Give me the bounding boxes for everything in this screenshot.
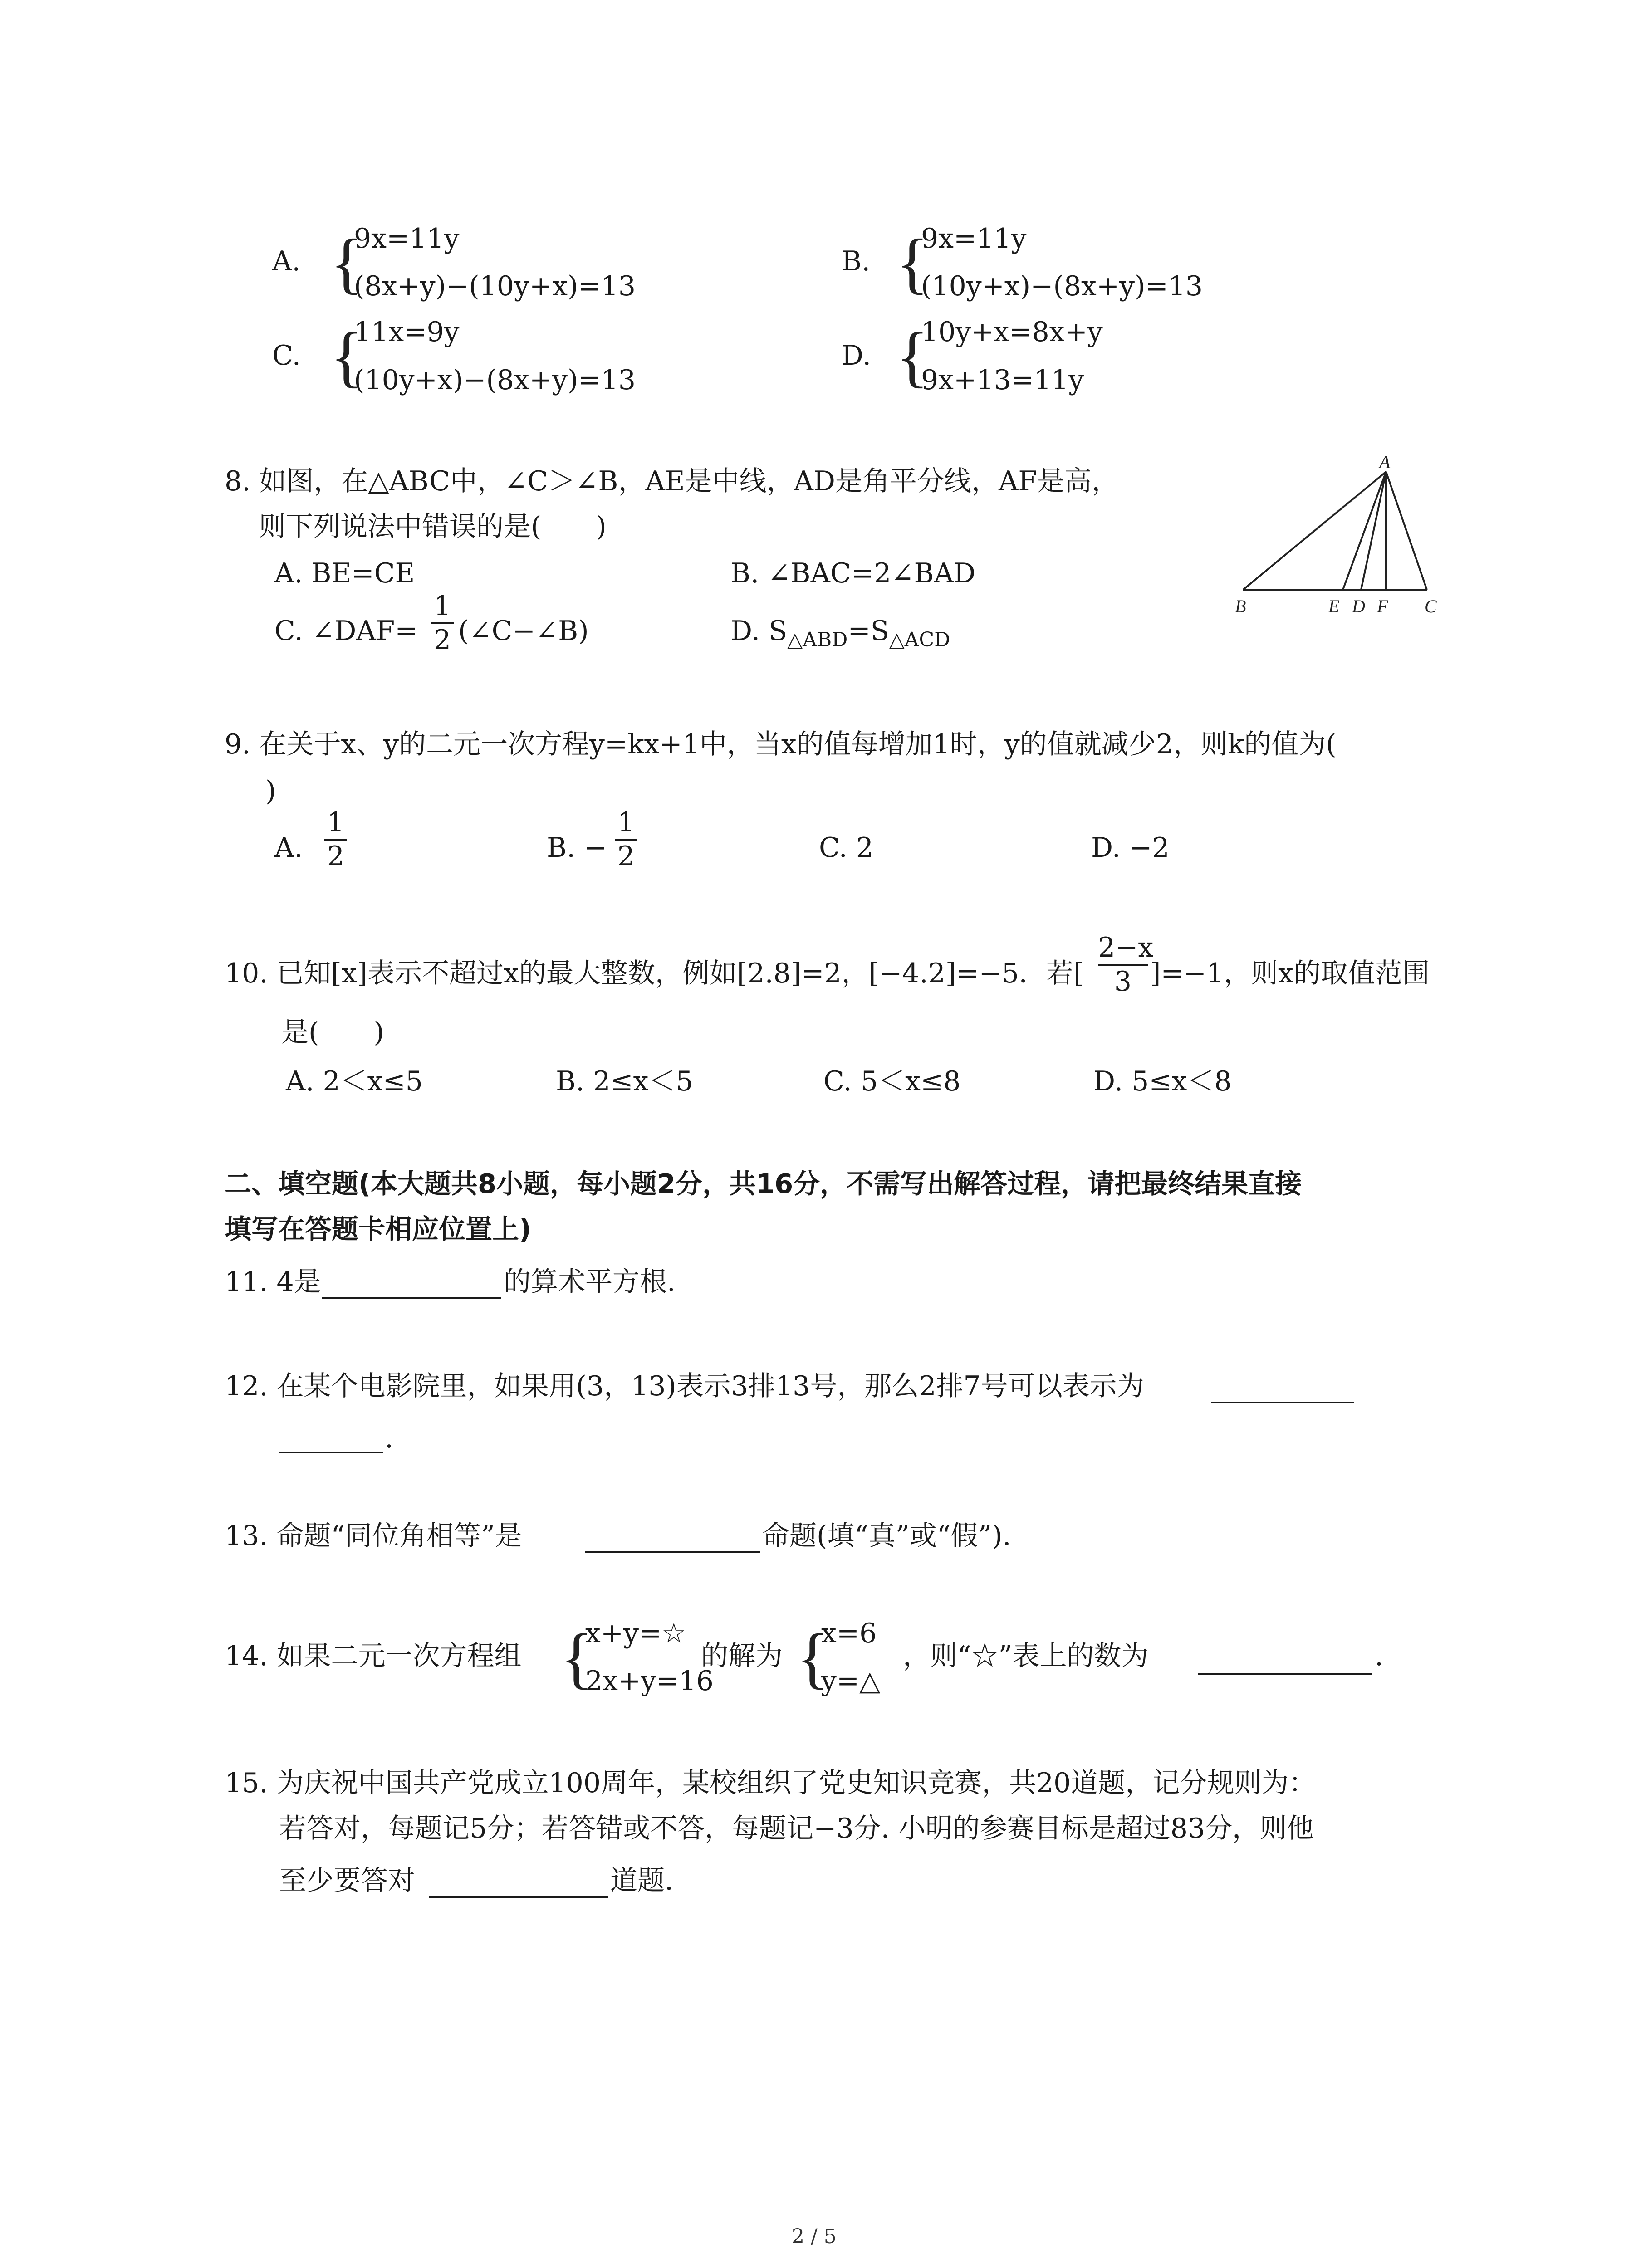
fraction-numerator: 1: [433, 590, 451, 622]
fraction-denominator: 2: [433, 624, 451, 656]
q11-stem-prefix: 11. 4是: [225, 1266, 321, 1298]
fraction-numerator: 2−x: [1098, 932, 1154, 963]
brace-icon: {: [330, 225, 363, 301]
q9-option-a-label: A.: [274, 832, 303, 864]
q7-option-b-label: B.: [842, 245, 871, 277]
q15-answer-blank[interactable]: [429, 1896, 608, 1898]
q9-option-b-label: B. −: [547, 832, 607, 864]
q14-end-period: .: [1375, 1640, 1384, 1672]
q9-stem-line1: 9. 在关于x、y的二元一次方程y=kx+1中，当x的值每增加1时，y的值就减少2，则k的值为(: [225, 728, 1337, 760]
q10-fraction: [1098, 932, 1154, 997]
brace-icon: {: [896, 319, 929, 394]
fraction-denominator: 2: [327, 841, 345, 872]
q12-stem: 12. 在某个电影院里，如果用(3，13)表示3排13号，那么2排7号可以表示为: [225, 1370, 1144, 1402]
q10-option-c: C. 5＜x≤8: [823, 1066, 961, 1097]
q14-stem-prefix: 14. 如果二元一次方程组: [225, 1640, 522, 1672]
q8-stem-line2: 则下列说法中错误的是( ): [259, 511, 607, 543]
fraction-numerator: 1: [617, 807, 635, 838]
q7-option-a-eq1: 9x=11y: [354, 223, 460, 254]
point-label-e: E: [1328, 596, 1340, 616]
q10-stem-line2: 是( ): [281, 1017, 384, 1048]
q7-option-a-eq2: (8x+y)−(10y+x)=13: [354, 270, 636, 302]
q7-option-b-eq1: 9x=11y: [921, 223, 1027, 254]
brace-icon: {: [330, 319, 363, 394]
q14-system2-eq1: x=6: [821, 1618, 877, 1649]
q10-option-d: D. 5≤x＜8: [1093, 1066, 1232, 1097]
fraction-numerator: 1: [327, 807, 345, 838]
q13-answer-blank[interactable]: [585, 1551, 760, 1553]
section-2-heading-line1: 二、填空题(本大题共8小题，每小题2分，共16分，不需写出解答过程，请把最终结果直接: [225, 1168, 1302, 1199]
q9-stem-line2: ): [265, 775, 276, 807]
brace-icon: {: [796, 1620, 829, 1696]
q9-option-a-fraction: [324, 808, 347, 871]
fraction-denominator: 2: [617, 841, 635, 872]
q11-stem-suffix: 的算术平方根.: [504, 1266, 676, 1298]
q7-option-a-label: A.: [272, 245, 301, 277]
q9-option-c: C. 2: [819, 832, 874, 864]
vertex-label-b: B: [1235, 596, 1246, 616]
q10-option-b: B. 2≤x＜5: [556, 1066, 693, 1097]
brace-icon: {: [896, 225, 929, 301]
q14-system1-eq2: 2x+y=16: [585, 1665, 714, 1697]
q8-option-c-prefix: C. ∠DAF=: [274, 615, 418, 647]
q7-option-c-eq2: (10y+x)−(8x+y)=13: [354, 364, 636, 396]
q7-option-d-eq1: 10y+x=8x+y: [921, 316, 1103, 348]
q14-answer-blank[interactable]: [1198, 1673, 1372, 1675]
q14-system2-eq2: y=△: [821, 1665, 881, 1697]
q10-stem-suffix: ]=−1，则x的取值范围: [1150, 958, 1430, 989]
q8-stem-line1: 8. 如图，在△ABC中，∠C＞∠B，AE是中线，AD是角平分线，AF是高，: [225, 465, 1119, 497]
q7-option-d-eq2: 9x+13=11y: [921, 364, 1084, 396]
q9-option-d: D. −2: [1091, 832, 1170, 864]
q14-stem-suffix: ，则“☆”表上的数为: [903, 1640, 1149, 1672]
q15-stem-line2: 若答对，每题记5分；若答错或不答，每题记−3分. 小明的参赛目标是超过83分，则他: [279, 1813, 1314, 1844]
q8-option-a: A. BE=CE: [274, 557, 415, 589]
fraction-denominator: 3: [1114, 966, 1132, 997]
q7-option-c-label: C.: [272, 340, 301, 371]
q15-stem-line3-prefix: 至少要答对: [279, 1865, 415, 1897]
q15-stem-line3-suffix: 道题.: [610, 1865, 674, 1897]
q8-option-d: D. $S_{\triangle ABD}=S_{\triangle ACD}$: [730, 615, 950, 651]
q8-option-c-fraction: [431, 592, 454, 655]
q7-option-d-label: D.: [842, 340, 872, 371]
q7-option-c-eq1: 11x=9y: [354, 316, 460, 348]
q7-option-b-eq2: (10y+x)−(8x+y)=13: [921, 270, 1203, 302]
triangle-abc-figure: [1225, 454, 1470, 621]
q12-end-period: .: [385, 1422, 394, 1454]
edge-ac: [1386, 472, 1427, 590]
q10-option-a: A. 2＜x≤5: [286, 1066, 423, 1097]
q14-system1-eq1: x+y=☆: [585, 1618, 686, 1649]
section-2-heading-line2: 填写在答题卡相应位置上): [225, 1213, 531, 1245]
point-label-f: F: [1377, 596, 1388, 616]
q8-option-b: B. ∠BAC=2∠BAD: [730, 557, 976, 589]
q8-option-c-suffix: (∠C−∠B): [458, 615, 589, 647]
vertex-label-c: C: [1425, 596, 1437, 616]
q12-answer-blank-line2[interactable]: [279, 1452, 383, 1453]
q14-stem-middle: 的解为: [701, 1640, 783, 1672]
q13-stem-suffix: 命题(填“真”或“假”).: [762, 1520, 1011, 1552]
vertex-label-a: A: [1379, 454, 1391, 472]
q10-stem-prefix: 10. 已知[x]表示不超过x的最大整数，例如[2.8]=2，[−4.2]=−5．若[: [225, 958, 1084, 989]
brace-icon: {: [560, 1620, 593, 1696]
q9-option-b-fraction: [615, 808, 637, 871]
q13-stem-prefix: 13. 命题“同位角相等”是: [225, 1520, 522, 1552]
q12-answer-blank-line1[interactable]: [1211, 1402, 1354, 1403]
q11-answer-blank[interactable]: [322, 1297, 501, 1299]
point-label-d: D: [1352, 596, 1365, 616]
page-number: 2 / 5: [792, 2225, 837, 2248]
q15-stem-line1: 15. 为庆祝中国共产党成立100周年，某校组织了党史知识竞赛，共20道题，记分规则为：: [225, 1767, 1316, 1799]
